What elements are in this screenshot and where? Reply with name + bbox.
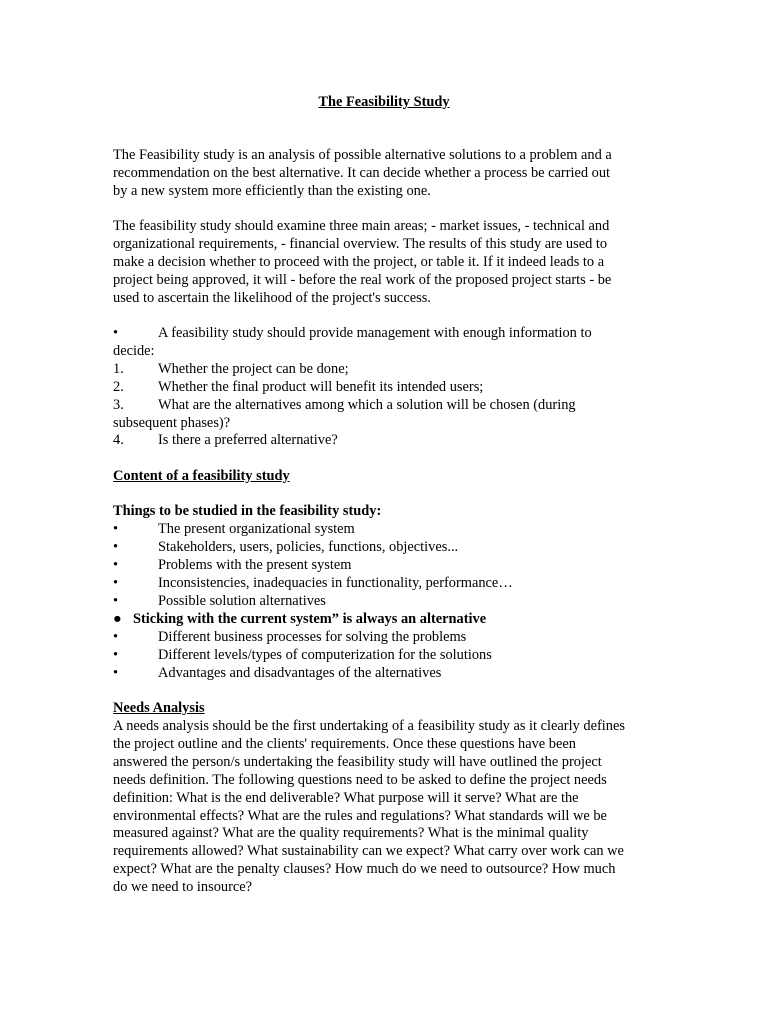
list-bullet-highlight: ● [113, 611, 122, 627]
list-bullet: • [113, 521, 119, 537]
intro-line-1: The Feasibility study is an analysis of possible alternative solutions to a problem and a [113, 147, 612, 163]
intro-line-2: recommendation on the best alternative. It can decide whether a process be carried out [113, 165, 611, 181]
management-item-continuation: subsequent phases)? [113, 415, 231, 431]
needs-line: definition: What is the end deliverable? What purpose will it serve? What are the [113, 790, 579, 806]
needs-line: requirements allowed? What sustainability can we expect? What carry over work can we [113, 843, 624, 859]
things-heading: Things to be studied in the feasibility study: [113, 503, 382, 519]
list-bullet: • [113, 539, 119, 555]
content-heading: Content of a feasibility study [113, 468, 290, 484]
needs-line: expect? What are the penalty clauses? How much do we need to outsource? How much [113, 861, 616, 877]
needs-line: measured against? What are the quality requirements? What is the minimal quality [113, 825, 589, 841]
list-bullet: • [113, 665, 119, 681]
list-item: Inconsistencies, inadequacies in functionality, performance… [158, 575, 513, 591]
areas-line-5: used to ascertain the likelihood of the project's success. [113, 290, 431, 306]
management-item-number: 3. [113, 397, 124, 413]
list-item-highlight: Sticking with the current system” is always an alternative [133, 611, 487, 627]
needs-line: needs definition. The following questions need to be asked to define the project needs [113, 772, 607, 788]
management-item-number: 1. [113, 361, 124, 377]
list-item: Possible solution alternatives [158, 593, 326, 609]
list-bullet: • [113, 557, 119, 573]
management-item-number: 2. [113, 379, 124, 395]
page-title: The Feasibility Study [318, 94, 450, 110]
list-item: Problems with the present system [158, 557, 352, 573]
management-item: Whether the final product will benefit its intended users; [158, 379, 484, 395]
list-bullet: • [113, 593, 119, 609]
list-item: Stakeholders, users, policies, functions, objectives... [158, 539, 459, 555]
list-item: Different levels/types of computerization for the solutions [158, 647, 492, 663]
list-item: The present organizational system [158, 521, 355, 537]
areas-line-1: The feasibility study should examine three main areas; - market issues, - technical and [113, 218, 610, 234]
areas-line-3: make a decision whether to proceed with the project, or table it. If it indeed leads to a [113, 254, 605, 270]
management-item: Is there a preferred alternative? [158, 432, 338, 448]
needs-heading: Needs Analysis [113, 700, 205, 716]
needs-line: do we need to insource? [113, 879, 253, 895]
list-item: Advantages and disadvantages of the alternatives [158, 665, 442, 681]
management-item: What are the alternatives among which a solution will be chosen (during [158, 397, 576, 413]
needs-line: the project outline and the clients' requirements. Once these questions have been [113, 736, 576, 752]
list-item: Different business processes for solving the problems [158, 629, 467, 645]
management-item-number: 4. [113, 432, 124, 448]
list-bullet: • [113, 629, 119, 645]
list-bullet: • [113, 575, 119, 591]
management-bullet: • [113, 325, 119, 341]
management-text: A feasibility study should provide management with enough information to [158, 325, 592, 341]
needs-line: answered the person/s undertaking the feasibility study will have outlined the project [113, 754, 602, 770]
list-bullet: • [113, 647, 119, 663]
needs-line: environmental effects? What are the rules and regulations? What standards will we be [113, 808, 607, 824]
areas-line-2: organizational requirements, - financial overview. The results of this study are used to [113, 236, 608, 252]
intro-line-3: by a new system more efficiently than the existing one. [113, 183, 431, 199]
management-continuation: decide: [113, 343, 155, 359]
management-item: Whether the project can be done; [158, 361, 349, 377]
areas-line-4: project being approved, it will - before the real work of the proposed project starts - be [113, 272, 612, 288]
needs-line: A needs analysis should be the first undertaking of a feasibility study as it clearly defines [113, 718, 625, 734]
